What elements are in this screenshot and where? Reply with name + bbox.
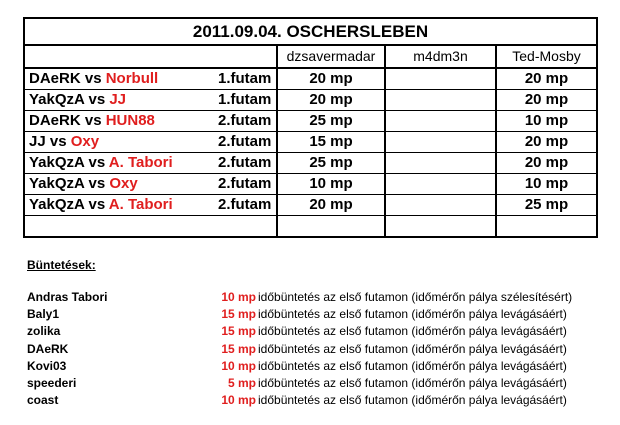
match-label bbox=[29, 195, 173, 215]
penalty-driver-name: zolika bbox=[27, 324, 61, 339]
penalty-description: időbüntetés az első futamon (időmérőn pálya levágásáért) bbox=[258, 393, 567, 408]
table-row bbox=[25, 111, 596, 132]
column-header-m4dm3n: m4dm3n bbox=[386, 46, 497, 67]
vs-label: vs bbox=[84, 154, 109, 171]
futam-label: 1.futam bbox=[218, 70, 272, 87]
match-cell bbox=[25, 153, 278, 173]
futam-label: 2.futam bbox=[218, 112, 272, 129]
match-cell bbox=[25, 132, 278, 152]
match-cell bbox=[25, 90, 278, 110]
dzsavermadar-value: 20 mp bbox=[278, 195, 386, 215]
futam-label: 2.futam bbox=[218, 196, 272, 213]
opponent-name: JJ bbox=[109, 91, 127, 108]
vs-label: vs bbox=[80, 112, 106, 129]
m4dm3n-value bbox=[386, 90, 497, 110]
penalty-item bbox=[27, 289, 597, 306]
empty-cell bbox=[278, 216, 386, 238]
column-header-row bbox=[25, 46, 596, 69]
ted-mosby-value: 25 mp bbox=[524, 196, 569, 213]
table-row bbox=[25, 90, 596, 111]
table-row bbox=[25, 153, 596, 174]
penalty-driver-name: speederi bbox=[27, 376, 77, 390]
penalty-item bbox=[27, 306, 597, 323]
match-label bbox=[29, 153, 173, 173]
match-label bbox=[29, 69, 158, 89]
dzsavermadar-value: 15 mp bbox=[278, 132, 386, 152]
penalty-amount: 5 mp bbox=[227, 376, 256, 390]
driver-name: JJ bbox=[29, 133, 46, 150]
table-row bbox=[25, 69, 596, 90]
penalty-amount: 15 mp bbox=[221, 307, 256, 322]
penalty-item bbox=[27, 375, 597, 392]
match-label bbox=[29, 111, 155, 131]
opponent-name: Oxy bbox=[70, 133, 100, 150]
ted-mosby-value: 10 mp bbox=[524, 112, 569, 129]
penalty-item bbox=[27, 341, 597, 358]
m4dm3n-value bbox=[386, 69, 497, 89]
ted-mosby-value: 20 mp bbox=[524, 133, 569, 150]
match-cell bbox=[25, 174, 278, 194]
futam-label: 2.futam bbox=[218, 175, 272, 192]
dzsavermadar-value: 25 mp bbox=[278, 111, 386, 131]
penalty-description: időbüntetés az első futamon (időmérőn pálya levágásáért) bbox=[258, 341, 567, 356]
penalty-amount: 10 mp bbox=[221, 290, 256, 304]
driver-name: DAeRK bbox=[29, 112, 81, 129]
penalty-item bbox=[27, 323, 597, 340]
vs-label: vs bbox=[84, 175, 110, 192]
match-cell bbox=[25, 195, 278, 215]
match-cell bbox=[25, 111, 278, 131]
driver-name: YakQzA bbox=[29, 154, 85, 171]
ted-mosby-value: 20 mp bbox=[524, 70, 569, 87]
penalty-amount: 15 mp bbox=[221, 341, 256, 356]
match-label bbox=[29, 174, 138, 194]
vs-label: vs bbox=[45, 133, 71, 150]
empty-cell bbox=[386, 216, 497, 238]
opponent-name: HUN88 bbox=[105, 112, 155, 129]
dzsavermadar-value: 20 mp bbox=[278, 69, 386, 89]
dzsavermadar-value: 10 mp bbox=[278, 174, 386, 194]
table-row bbox=[25, 195, 596, 216]
ted-mosby-value: 20 mp bbox=[524, 91, 569, 108]
driver-name: DAeRK bbox=[29, 70, 81, 87]
penalty-amount: 10 mp bbox=[221, 393, 256, 408]
column-header-ted-mosby: Ted-Mosby bbox=[512, 48, 581, 64]
header-empty-cell bbox=[25, 46, 278, 67]
penalty-item bbox=[27, 392, 597, 409]
penalty-item bbox=[27, 358, 597, 375]
opponent-name: Norbull bbox=[105, 70, 159, 87]
penalty-driver-name: coast bbox=[27, 393, 59, 408]
vs-label: vs bbox=[80, 70, 106, 87]
opponent-name: A. Tabori bbox=[108, 196, 173, 213]
table-row bbox=[25, 132, 596, 153]
penalty-description: időbüntetés az első futamon (időmérőn pálya levágásáért) bbox=[258, 307, 567, 322]
penalties-heading: Büntetések: bbox=[27, 258, 96, 272]
vs-label: vs bbox=[84, 91, 110, 108]
ted-mosby-value: 20 mp bbox=[524, 154, 569, 171]
m4dm3n-value bbox=[386, 195, 497, 215]
vs-label: vs bbox=[84, 196, 109, 213]
penalty-description: időbüntetés az első futamon (időmérőn pálya levágásáért) bbox=[258, 324, 567, 339]
penalty-description: időbüntetés az első futamon (időmérőn pálya szélesítésért) bbox=[258, 290, 573, 304]
column-header-dzsavermadar: dzsavermadar bbox=[278, 46, 386, 67]
m4dm3n-value bbox=[386, 153, 497, 173]
dzsavermadar-value: 25 mp bbox=[278, 153, 386, 173]
driver-name: YakQzA bbox=[29, 91, 85, 108]
match-label bbox=[29, 90, 126, 110]
empty-cell bbox=[25, 216, 278, 238]
match-cell bbox=[25, 69, 278, 89]
m4dm3n-value bbox=[386, 174, 497, 194]
penalty-driver-name: Baly1 bbox=[27, 307, 60, 322]
futam-label: 1.futam bbox=[218, 91, 272, 108]
penalty-description: időbüntetés az első futamon (időmérőn pálya levágásáért) bbox=[258, 376, 567, 390]
m4dm3n-value bbox=[386, 111, 497, 131]
table-row-empty bbox=[25, 216, 596, 238]
results-table bbox=[23, 17, 598, 238]
opponent-name: A. Tabori bbox=[108, 154, 173, 171]
opponent-name: Oxy bbox=[109, 175, 138, 192]
driver-name: YakQzA bbox=[29, 196, 85, 213]
penalty-amount: 10 mp bbox=[221, 358, 256, 373]
penalty-amount: 15 mp bbox=[221, 324, 256, 339]
futam-label: 2.futam bbox=[218, 154, 272, 171]
futam-label: 2.futam bbox=[218, 133, 272, 150]
m4dm3n-value bbox=[386, 132, 497, 152]
table-row bbox=[25, 174, 596, 195]
dzsavermadar-value: 20 mp bbox=[278, 90, 386, 110]
penalty-driver-name: Kovi03 bbox=[27, 358, 67, 373]
penalty-description: időbüntetés az első futamon (időmérőn pálya levágásáért) bbox=[258, 358, 567, 373]
penalty-driver-name: DAeRK bbox=[27, 341, 69, 356]
ted-mosby-value: 10 mp bbox=[524, 175, 569, 192]
driver-name: YakQzA bbox=[29, 175, 85, 192]
match-label bbox=[29, 132, 99, 152]
table-title: 2011.09.04. OSCHERSLEBEN bbox=[25, 19, 596, 46]
penalty-driver-name: Andras Tabori bbox=[27, 290, 108, 304]
empty-cell bbox=[497, 216, 596, 238]
